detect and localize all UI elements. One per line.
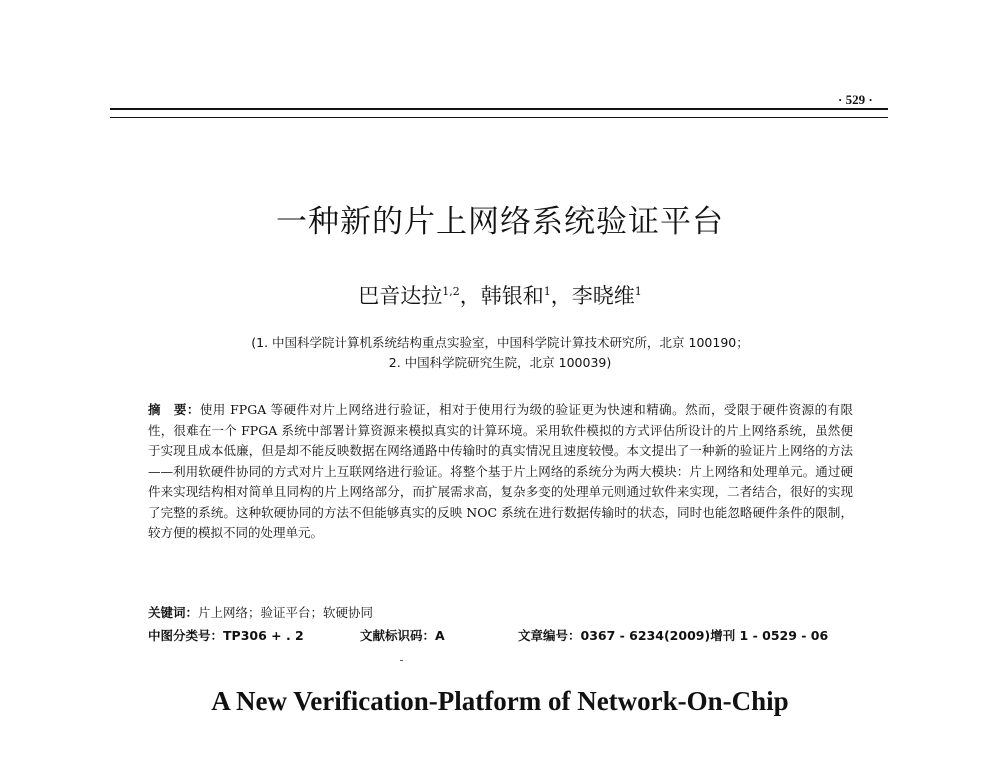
author-name: 韩银和 — [480, 284, 544, 308]
page-number: · 529 · — [838, 92, 873, 107]
abstract-text: 使用 FPGA 等硬件对片上网络进行验证，相对于使用行为级的验证更为快速和精确。然而，受限于硬件资源的有限性，很难在一个 FPGA 系统中部署计算资源来模拟真实的计算环境。采用软件模拟的方式评估所设计的片上网络系统，虽然便于实现且成本低廉，但是却不能反映数据在网络通路中传输时的真实情况且速度较慢。本文提出了一种新的验证片上网络的方法——利用软硬件协同的方式对片上互联网络进行验证。将整个基于片上网络的系统分为两大模块：片上网络和处理单元。通过硬件来实现结构相对简单且同构的片上网络部分，而扩展需求高，复杂多变的处理单元则通过软件来实现，二者结合，很好的实现了完整的系统。这种软硬协同的方法不但能够真实的反映 NOC 系统在进行数据传输时的状态，同时也能忽略硬件条件的限制，较方便的模拟不同的处理单元。 — [148, 402, 853, 540]
author-affil-sup: 1,2 — [442, 285, 460, 298]
clc-number: 中图分类号：TP306 + . 2 — [148, 628, 304, 643]
chinese-title: 一种新的片上网络系统验证平台 — [276, 204, 724, 240]
english-title: A New Verification-Platform of Network-On-Chip — [211, 686, 789, 716]
author-name: 巴音达拉 — [358, 284, 443, 308]
abstract — [148, 400, 853, 544]
affiliation-line-2: 2. 中国科学院研究生院，北京 100039) — [388, 355, 612, 370]
affiliation-line-1: (1. 中国科学院计算机系统结构重点实验室，中国科学院计算技术研究所，北京 100190； — [251, 335, 749, 350]
author-affil-sup: 1 — [634, 285, 642, 298]
keywords-text: 片上网络；验证平台；软硬协同 — [198, 605, 374, 620]
abstract-label: 摘 要： — [148, 402, 200, 417]
header-rule-thin — [110, 117, 888, 118]
author-name: 李晓维 — [571, 284, 635, 308]
article-number: 文章编号：0367 - 6234(2009)增刊 1 - 0529 - 06 — [518, 628, 829, 643]
keywords — [148, 603, 373, 621]
document-code: 文献标识码：A — [360, 628, 445, 643]
separator-dot — [400, 660, 403, 661]
keywords-label: 关键词： — [148, 605, 199, 620]
author-list: 巴音达拉$^{1,2}$，韩银和$^1$，李晓维$^1$ — [358, 284, 642, 308]
author-affil-sup: 1 — [543, 285, 551, 298]
header-rule-thick — [110, 108, 888, 110]
